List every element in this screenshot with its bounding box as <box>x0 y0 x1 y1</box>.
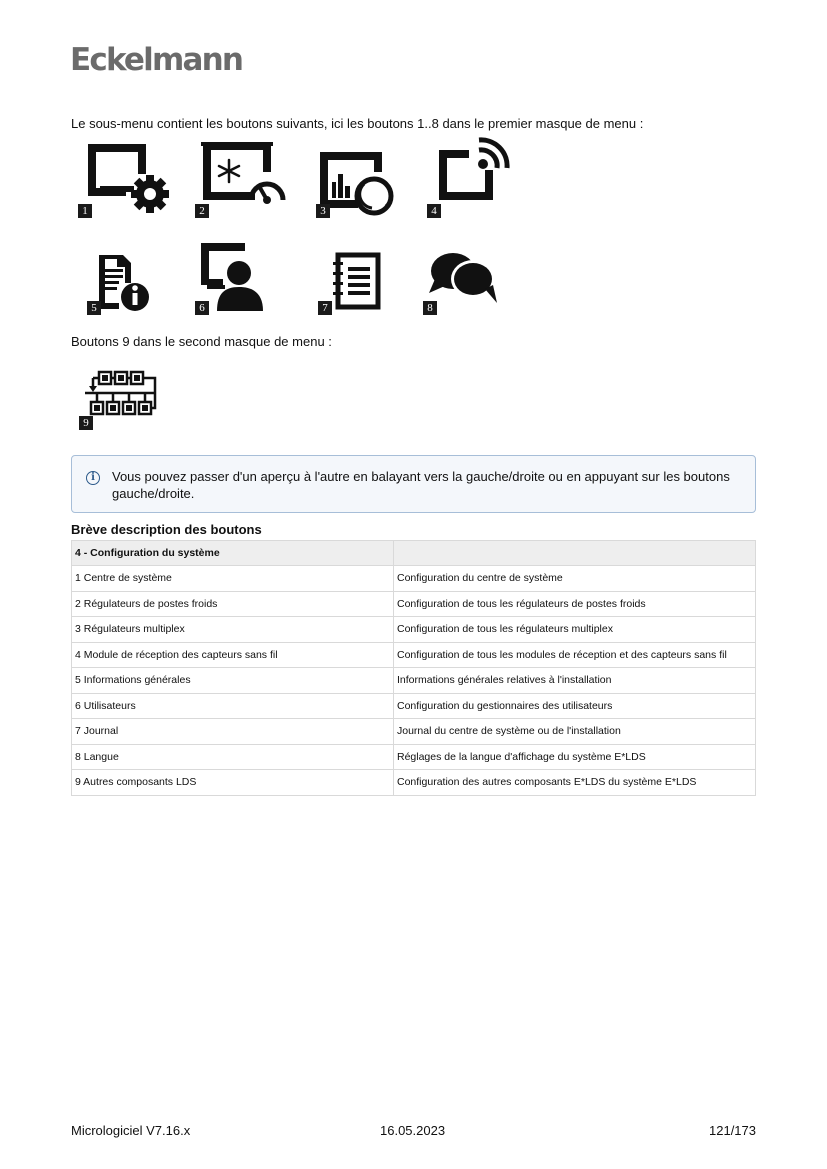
footer-page-number: 121/173 <box>709 1123 756 1138</box>
button-5-tile <box>87 235 187 315</box>
button-name-cell: 1 Centre de système <box>72 566 394 592</box>
button-name-cell: 8 Langue <box>72 744 394 770</box>
button-name-cell: 7 Journal <box>72 719 394 745</box>
info-document-icon <box>87 235 187 315</box>
button-description-cell: Configuration de tous les modules de réception et des capteurs sans fil <box>394 642 756 668</box>
button-description-cell: Configuration de tous les régulateurs multiplex <box>394 617 756 643</box>
button-number: 9 <box>79 416 93 430</box>
second-mask-paragraph: Boutons 9 dans le second masque de menu : <box>71 334 332 349</box>
table-row <box>72 617 756 643</box>
table-row <box>72 744 756 770</box>
table-header-cell <box>394 541 756 566</box>
footer-firmware: Micrologiciel V7.16.x <box>71 1123 191 1138</box>
button-3-tile <box>316 138 416 218</box>
table-row <box>72 693 756 719</box>
table-row <box>72 770 756 796</box>
table-row <box>72 668 756 694</box>
user-monitor-icon <box>195 235 295 315</box>
table-header-cell: 4 - Configuration du système <box>72 541 394 566</box>
button-name-cell: 5 Informations générales <box>72 668 394 694</box>
button-7-tile <box>318 235 418 315</box>
button-name-cell: 3 Régulateurs multiplex <box>72 617 394 643</box>
button-description-cell: Configuration de tous les régulateurs de postes froids <box>394 591 756 617</box>
journal-notebook-icon <box>318 235 418 315</box>
button-4-tile <box>427 138 527 218</box>
multiplex-regulator-icon <box>316 138 416 218</box>
button-name-cell: 4 Module de réception des capteurs sans fil <box>72 642 394 668</box>
info-note-text: Vous pouvez passer d'un aperçu à l'autre en balayant vers la gauche/droite ou en appuyant sur les boutons gauche/droite. <box>112 469 730 501</box>
lds-components-icon <box>79 350 179 430</box>
button-description-cell: Configuration des autres composants E*LDS du système E*LDS <box>394 770 756 796</box>
button-description-cell: Réglages de la langue d'affichage du système E*LDS <box>394 744 756 770</box>
button-2-tile <box>195 138 295 218</box>
button-name-cell: 2 Régulateurs de postes froids <box>72 591 394 617</box>
monitor-gear-icon <box>78 138 178 218</box>
button-8-tile <box>423 235 523 315</box>
button-description-cell: Configuration du centre de système <box>394 566 756 592</box>
button-number: 3 <box>316 204 330 218</box>
button-number: 6 <box>195 301 209 315</box>
button-name-cell: 6 Utilisateurs <box>72 693 394 719</box>
cold-regulator-icon <box>195 138 295 218</box>
button-number: 7 <box>318 301 332 315</box>
table-row <box>72 719 756 745</box>
table-title: Brève description des boutons <box>71 522 262 537</box>
button-number: 1 <box>78 204 92 218</box>
eckelmann-logo: Eckelmann <box>70 42 243 78</box>
info-note-box <box>71 455 756 513</box>
button-description-table <box>71 540 756 796</box>
footer-date: 16.05.2023 <box>380 1123 446 1138</box>
table-row <box>72 566 756 592</box>
button-name-cell: 9 Autres composants LDS <box>72 770 394 796</box>
button-number: 8 <box>423 301 437 315</box>
table-row <box>72 642 756 668</box>
table-row <box>72 591 756 617</box>
button-number: 2 <box>195 204 209 218</box>
button-9-tile <box>79 350 179 430</box>
wireless-sensor-icon <box>427 138 527 218</box>
button-6-tile <box>195 235 295 315</box>
button-1-tile <box>78 138 178 218</box>
button-number: 5 <box>87 301 101 315</box>
button-description-cell: Informations générales relatives à l'installation <box>394 668 756 694</box>
intro-paragraph: Le sous-menu contient les boutons suivants, ici les boutons 1..8 dans le premier masque de menu : <box>71 116 644 131</box>
button-description-cell: Journal du centre de système ou de l'installation <box>394 719 756 745</box>
button-number: 4 <box>427 204 441 218</box>
table-header-row <box>72 541 756 566</box>
info-icon: i <box>86 471 100 485</box>
button-description-cell: Configuration du gestionnaires des utilisateurs <box>394 693 756 719</box>
speech-bubbles-icon <box>423 235 523 315</box>
